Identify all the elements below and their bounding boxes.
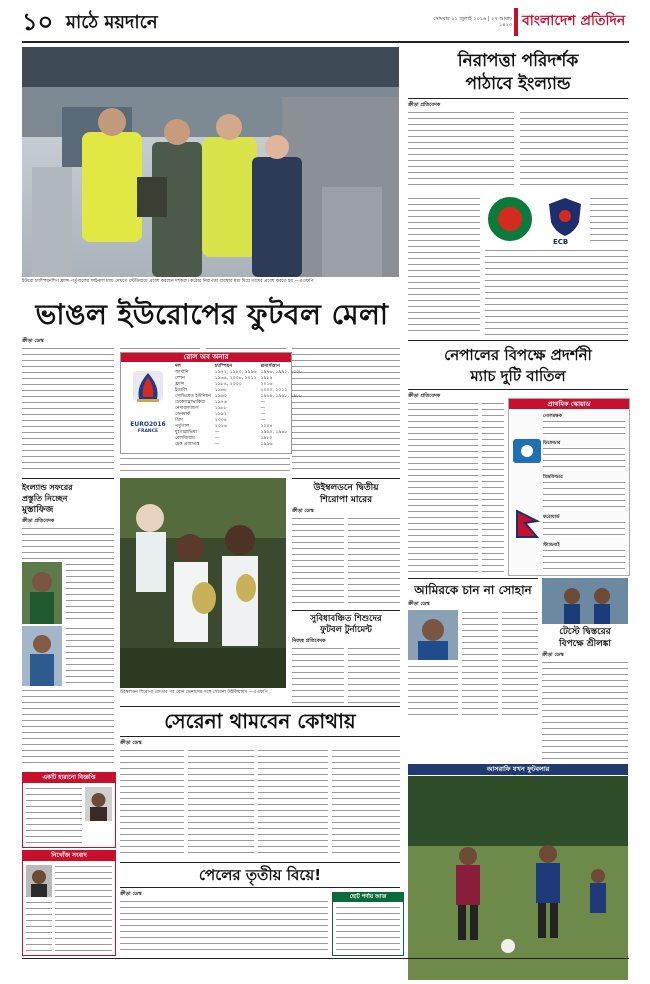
table-cell: পর্তুগাল bbox=[175, 424, 190, 429]
disabled-headline-line1: সুবিধাবঞ্চিত শিশুদের bbox=[310, 614, 382, 624]
security-headline-line1: নিরাপত্তা পরিদর্শক bbox=[457, 51, 579, 71]
table-cell: ১৯৬৮ bbox=[214, 388, 227, 393]
notice-box bbox=[22, 850, 116, 956]
euro2016-logo-sub: FRANCE bbox=[137, 429, 159, 434]
nepal-squad-box bbox=[508, 398, 630, 576]
euro2016-logo bbox=[123, 367, 173, 434]
euro2016-logo-text: EURO2016 bbox=[130, 421, 166, 428]
serena-rule bbox=[120, 736, 400, 737]
nepal-headline-line2: ম্যাচ দুটি বাতিল bbox=[470, 367, 566, 385]
table-cell: ২০০৪ bbox=[260, 424, 273, 429]
england-text-side bbox=[66, 562, 114, 624]
america-headline: আমিরকে চান না সোহান bbox=[414, 583, 532, 597]
table-row bbox=[173, 442, 304, 448]
missing-notice-box bbox=[22, 772, 116, 848]
nepal-rule bbox=[408, 389, 628, 390]
disabled-byline: নিজস্ব প্রতিবেদক bbox=[292, 638, 326, 644]
america-text-col0 bbox=[408, 664, 458, 716]
table-cell: ১৯৮৪, ২০০০ bbox=[214, 382, 242, 387]
wimbledon-headline-line1: উইম্বলডনে দ্বিতীয় bbox=[313, 483, 379, 493]
squad-midfielders-list bbox=[543, 480, 625, 510]
america-rule-top bbox=[408, 578, 538, 579]
table-cell: বেলজিয়াম bbox=[175, 436, 195, 441]
table-cell: — bbox=[260, 412, 266, 417]
america-byline: ক্রীড়া ডেস্ক bbox=[408, 601, 430, 607]
ecb-logo-label: ECB bbox=[553, 238, 569, 246]
nepal-rule-top bbox=[408, 340, 628, 341]
table-cell: ১৯৬০, ১৯৬৮ bbox=[260, 430, 288, 435]
security-byline: ক্রীড়া প্রতিবেদক bbox=[408, 102, 441, 108]
table-cell: যুগোস্লাভিয়া bbox=[175, 430, 197, 435]
roll-of-honour-box bbox=[120, 352, 303, 454]
bcb-logo-icon bbox=[485, 196, 535, 242]
table-cell: ফ্রান্স bbox=[175, 382, 185, 387]
table-cell: স্পেন bbox=[175, 376, 185, 381]
security-rule bbox=[408, 98, 628, 99]
notice-text-2 bbox=[26, 900, 52, 952]
england-headline-line3: মুস্তাফিজ bbox=[22, 505, 54, 515]
table-cell: — bbox=[214, 430, 220, 435]
football-photo-label: আসরাফি যখন ফুটবলার bbox=[486, 765, 550, 773]
euro-text-col2-top bbox=[120, 346, 200, 350]
england-rule-top bbox=[22, 478, 114, 479]
disabled-headline-line2: ফুটবল টুর্নামেন্ট bbox=[320, 625, 372, 635]
test-text bbox=[542, 660, 628, 760]
serena-text-col3 bbox=[258, 748, 328, 858]
euro-headline: ভাঙল ইউরোপের ফুটবল মেলা bbox=[35, 298, 389, 331]
serena-headline: সেরেনা থামবেন কোথায় bbox=[164, 709, 356, 733]
disabled-text-col2 bbox=[348, 646, 400, 704]
squad-standby-label: স্ট্যান্ডবাই bbox=[543, 543, 560, 548]
table-cell: ২০১৬ bbox=[214, 424, 227, 429]
table-cell: ২০১৬ bbox=[260, 382, 273, 387]
test-headline-line1: টেস্টে দ্বিস্তরের bbox=[559, 627, 611, 637]
table-header-cell: দল bbox=[175, 364, 181, 369]
notice-title: নিখোঁজ সংবাদ bbox=[23, 851, 115, 861]
england-text-bottom bbox=[22, 688, 114, 768]
table-cell: গ্রিস bbox=[175, 418, 183, 423]
squad-goalkeepers-list bbox=[543, 419, 625, 437]
table-cell: ১৯৭৬, ১৯৯২, ২০০৮ bbox=[260, 370, 303, 375]
table-cell: ১৯৮৪ bbox=[260, 376, 273, 381]
squad-forwards-list bbox=[543, 520, 625, 538]
disabled-text-col1 bbox=[292, 646, 344, 704]
table-cell: — bbox=[260, 418, 266, 423]
masthead bbox=[22, 6, 629, 40]
table-cell: ডেনমার্ক bbox=[175, 412, 191, 417]
page-number: ১০ bbox=[22, 8, 54, 36]
wimbledon-text-col1 bbox=[292, 516, 344, 606]
test-byline: ক্রীড়া ডেস্ক bbox=[542, 652, 564, 658]
table-cell: ২০০০, ২০১২ bbox=[260, 388, 288, 393]
euro-stadium-photo bbox=[22, 47, 399, 277]
table-cell: চেক প্রজাতন্ত্র bbox=[175, 442, 200, 447]
wimbledon-text-col2 bbox=[348, 516, 400, 606]
euro-text-under-table bbox=[120, 456, 290, 474]
pele-byline: ক্রীড়া ডেস্ক bbox=[120, 891, 142, 897]
tv-schedule-list bbox=[336, 905, 400, 953]
masthead-date: সোমবার ১১ জুলাই ২০১৬ | ২৭ আষাঢ় ১৪২৩ bbox=[433, 16, 512, 28]
wimbledon-headline-line2: শিরোপা মারের bbox=[319, 495, 373, 505]
missing-notice-text bbox=[26, 786, 82, 844]
security-text-col2a bbox=[520, 110, 628, 190]
missing-notice-title: একটি হারানো বিজ্ঞপ্তি bbox=[23, 773, 115, 783]
tv-schedule-box bbox=[332, 892, 404, 956]
missing-person-photo bbox=[85, 787, 112, 821]
sohan-photo bbox=[408, 610, 458, 660]
masthead-divider bbox=[514, 8, 518, 36]
table-cell: ২০০৪ bbox=[214, 418, 227, 423]
nepal-byline: ক্রীড়া প্রতিবেদক bbox=[408, 393, 441, 399]
table-cell: ১৯৮৮ bbox=[214, 406, 227, 411]
roll-of-honour-title: রোল অব অনার bbox=[121, 353, 291, 362]
euro-text-col4 bbox=[292, 346, 400, 474]
table-cell: — bbox=[260, 406, 266, 411]
nepal-text-col1 bbox=[408, 401, 478, 573]
table-cell: জার্মানি bbox=[175, 370, 189, 375]
table-cell: — bbox=[260, 400, 266, 405]
america-text-col2 bbox=[502, 610, 538, 716]
squad-goalkeepers-label: গোলরক্ষক bbox=[543, 414, 563, 419]
wimbledon-rule-top bbox=[292, 478, 400, 479]
ecb-logo-icon bbox=[545, 196, 585, 242]
serena-byline: ক্রীড়া ডেস্ক bbox=[120, 740, 142, 746]
england-headline-line2: প্রস্তুতি নিচ্ছেন bbox=[22, 494, 68, 503]
section-title: মাঠে ময়দানে bbox=[66, 12, 158, 33]
security-text-col1a bbox=[408, 110, 514, 190]
disabled-rule-top bbox=[292, 610, 400, 611]
notice-text bbox=[55, 864, 112, 952]
euro-photo-caption: ইউরো চ্যাম্পিয়নশিপ ফ্রান্স-পর্তুগালের ফাইনাল ম্যাচ দেখতে স্টেডিয়ামে প্রবেশ করছেন দর্শকরা। কঠোর নিরাপত্তা ব্যবস্থার মধ্য দিয়ে তাদের প্রবেশ করতে হয় —এএফপি bbox=[22, 279, 314, 284]
security-text-col1b bbox=[408, 196, 480, 336]
security-headline-line2: পাঠাবে ইংল্যান্ড bbox=[465, 74, 571, 94]
masthead-rule bbox=[22, 41, 629, 43]
table-cell: ১৯৮০ bbox=[260, 436, 273, 441]
newspaper-name: বাংলাদেশ প্রতিদিন bbox=[522, 13, 626, 29]
table-header-cell: রানার্সআপ bbox=[260, 364, 281, 369]
table-header-cell: চ্যাম্পিয়ন bbox=[214, 364, 233, 369]
pele-text bbox=[120, 899, 328, 955]
table-cell: ১৯৬০ bbox=[214, 394, 227, 399]
cricketer-photo bbox=[22, 626, 62, 686]
test-headline-line2: বিপক্ষে শ্রীলঙ্কা bbox=[558, 639, 612, 649]
table-cell: — bbox=[214, 436, 220, 441]
serena-rule-top bbox=[120, 706, 400, 707]
nepal-headline-line1: নেপালের বিপক্ষে প্রদর্শনী bbox=[444, 346, 592, 364]
serena-text-col2 bbox=[188, 748, 254, 858]
pele-rule bbox=[120, 887, 400, 888]
footer-rule bbox=[22, 958, 629, 959]
squad-box-title: প্রাথমিক স্কোয়াড bbox=[509, 399, 629, 409]
table-cell: ১৯৬৪, ১৯৬৮, ১৯৮৮ bbox=[260, 394, 303, 399]
bff-logo-icon bbox=[513, 439, 541, 463]
table-cell: চেকোস্লোভাকিয়া bbox=[175, 400, 206, 405]
table-cell: ১৯৭৬ bbox=[214, 400, 227, 405]
euro-text-col1 bbox=[22, 346, 114, 474]
squad-midfielders-label: মিডফিল্ডার bbox=[543, 475, 563, 480]
table-cell: ১৯৭২, ১৯৮০, ১৯৯৬ bbox=[214, 370, 257, 375]
wimbledon-byline: ক্রীড়া ডেস্ক bbox=[292, 508, 314, 514]
serena-photo-caption: উইম্বলডন শিরোপা জেতার পর বোন ভেনাসের সঙ্গে সেরেনা উইলিয়ামস —এএফপি bbox=[120, 690, 268, 695]
england-text-side2 bbox=[66, 626, 114, 686]
security-text-col2b bbox=[590, 196, 628, 246]
squad-defenders-list bbox=[543, 446, 625, 470]
tv-schedule-title: ছোট পর্দায় আজ bbox=[333, 893, 403, 902]
pele-rule-top bbox=[120, 862, 400, 863]
pele-headline: পেলের তৃতীয় বিয়ে! bbox=[198, 866, 322, 884]
squad-defenders-label: ডিফেন্ডার bbox=[543, 441, 561, 446]
squad-standby-list bbox=[543, 548, 625, 570]
mustafiz-photo bbox=[22, 562, 62, 624]
nepal-logo-icon bbox=[513, 509, 541, 539]
euro-byline: ক্রীড়া ডেস্ক bbox=[22, 338, 44, 344]
table-cell: ১৯৯২ bbox=[214, 412, 227, 417]
england-headline-line1: ইংল্যান্ড সফরের bbox=[22, 483, 73, 492]
squad-forwards-label: ফরোয়ার্ড bbox=[543, 515, 560, 520]
table-cell: — bbox=[214, 442, 220, 447]
euro-text-col3-top bbox=[206, 346, 286, 350]
serena-venus-photo bbox=[120, 478, 286, 688]
table-cell: ইতালি bbox=[175, 388, 187, 393]
srilanka-photo bbox=[542, 578, 628, 624]
table-cell: ১৯৯৬ bbox=[260, 442, 273, 447]
notice-person-photo bbox=[26, 865, 52, 897]
football-photo-label-bar bbox=[408, 764, 628, 775]
security-text-col2c bbox=[485, 248, 628, 336]
serena-text-col1 bbox=[120, 748, 184, 858]
table-cell: ১৯৬৪, ২০০৮, ২০১২ bbox=[214, 376, 257, 381]
nepal-text-col2 bbox=[482, 401, 504, 573]
table-cell: নেদারল্যান্ডস bbox=[175, 406, 199, 411]
england-text-top bbox=[22, 526, 114, 560]
table-cell: সোভিয়েত ইউনিয়ন bbox=[175, 394, 211, 399]
football-photo bbox=[408, 776, 628, 980]
england-byline: ক্রীড়া প্রতিবেদক bbox=[22, 518, 55, 524]
serena-text-col4 bbox=[332, 748, 400, 858]
roll-of-honour-table bbox=[173, 364, 304, 448]
america-text-col1 bbox=[462, 610, 498, 716]
